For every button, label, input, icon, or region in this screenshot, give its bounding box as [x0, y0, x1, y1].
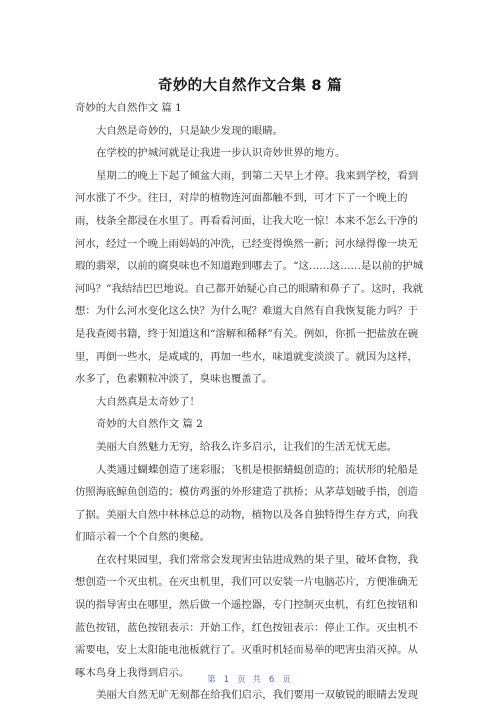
paragraph: 大自然是奇妙的，只是缺少发现的眼睛。	[96, 124, 284, 137]
paragraph: 在学校的护城河就是让我进一步认识奇妙世界的地方。	[96, 147, 346, 160]
footer-word-page: 第	[207, 675, 218, 685]
paragraph: 人类通过蝴蝶创造了迷彩服；飞机是根据蜻蜓创造的；流状形的轮船是仿照海底鲸鱼创造的；模仿鸡蛋的外形建造了拱桥；从茅草划破手指，创造了据。美丽大自然中林林总总的动物，植物以及各自独特得生存方式，向我们暗示着一个个自然的奥秘。	[75, 463, 419, 544]
paragraph: 星期二的晚上下起了倾盆大雨，到第二天早上才停。我来到学校，看到河水涨了不少。往日，对岸的植物连河面都触不到，可才下了一个晚上的雨，枝条全都浸在水里了。再看看河面，让我大吃一惊！本来不怎么干净的河水，经过一个晚上雨妈妈的冲洗，已经变得焕然一新；河水绿得像一块无瑕的翡翠，以前的腐臭味也不知道跑到哪去了。“这……这……是以前的护城河吗？”我结结巴巴地说。自己都开始疑心自己的眼睛和鼻子了。这时，我就想：为什么河水变化这么快？为什么呢？难道大自然有自我恢复能力吗？于是我查阅书籍，终于知道这和“溶解和稀释”有关。例如，你抓一把盐放在碗里，再倒一些水，是咸咸的，再加一些水，味道就变淡淡了。就因为这样，水多了，色素颗粒冲淡了，臭味也覆盖了。	[75, 169, 424, 386]
document-body	[75, 97, 424, 707]
footer-word-end: 页	[282, 675, 293, 685]
section-heading: 奇妙的大自然作文 篇 1	[75, 102, 182, 114]
footer-word-total: 页 共	[237, 675, 263, 685]
section-heading: 奇妙的大自然作文 篇 2	[96, 418, 203, 431]
page-footer	[0, 673, 500, 685]
current-page-number: 1	[223, 675, 232, 685]
paragraph: 美丽大自然无旷无刻都在给我们启示，我们要用一双敏锐的眼睛去发现	[96, 689, 419, 702]
total-page-count: 6	[268, 675, 277, 685]
document-title: 奇妙的大自然作文合集 8 篇	[158, 78, 342, 94]
paragraph: 在农村果园里，我们常常会发现害虫钻进成熟的果子里，破坏食物，我想创造一个灭虫机。在灭虫机里，我们可以安装一片电脑芯片，方便准确无误的指导害虫在哪里，然后做一个遥控器，专门控制灭虫机，有红色按钮和蓝色按钮，蓝色按钮表示：开始工作，红色按钮表示：停止工作。灭虫机不需要电，安上太阳能电池板就行了。灭重时机轻而易举的吧害虫消灭掉。从啄木鸟身上我得到启示。	[75, 553, 419, 679]
paragraph: 大自然真是太奇妙了！	[96, 395, 200, 408]
paragraph: 美丽大自然魅力无穷，给我么许多启示，让我们的生活无忧无虑。	[96, 440, 398, 453]
